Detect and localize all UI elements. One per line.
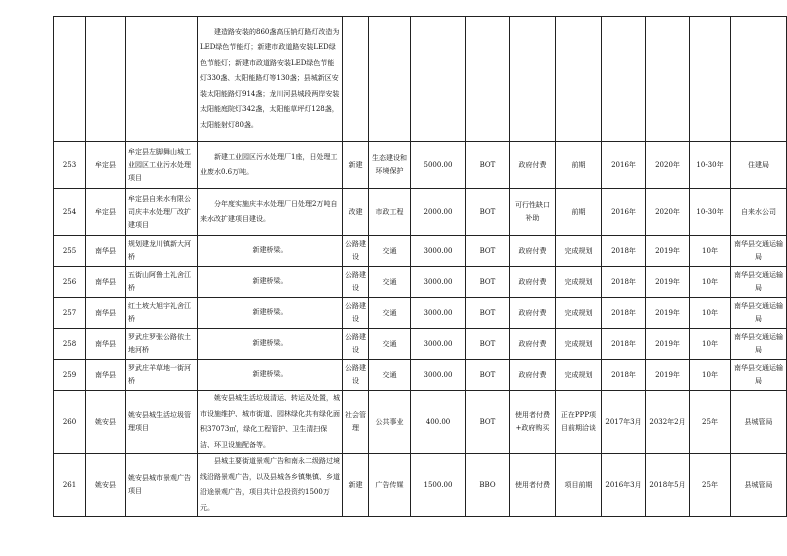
- cell-county: 姚安县: [86, 454, 126, 517]
- cell-project: [126, 17, 198, 142]
- cell-no: 255: [54, 236, 86, 267]
- cell-type: [343, 17, 369, 142]
- cell-end: 2019年: [646, 267, 690, 298]
- cell-mode: BOT: [466, 189, 510, 236]
- cell-period: 10-30年: [690, 189, 731, 236]
- cell-stage: 项目前期: [556, 454, 602, 517]
- cell-type: 公路建设: [343, 298, 369, 329]
- cell-project: 罗武庄羊草地一街河桥: [126, 360, 198, 391]
- cell-stage: 前期: [556, 189, 602, 236]
- cell-return: 政府付费: [510, 360, 556, 391]
- cell-investment: 3000.00: [411, 298, 466, 329]
- cell-investment: 1500.00: [411, 454, 466, 517]
- cell-type: 新建: [343, 142, 369, 189]
- table-row: [54, 267, 787, 298]
- cell-industry: 生态建设和环境保护: [369, 142, 411, 189]
- cell-county: 牟定县: [86, 189, 126, 236]
- cell-mode: BOT: [466, 391, 510, 454]
- cell-agency: 南华县交通运输局: [731, 329, 787, 360]
- cell-end: 2018年5月: [646, 454, 690, 517]
- cell-return: 使用者付费+政府购买: [510, 391, 556, 454]
- cell-content: 新建桥梁。: [198, 267, 343, 298]
- cell-start: 2018年: [602, 329, 646, 360]
- cell-no: 253: [54, 142, 86, 189]
- cell-start: 2018年: [602, 360, 646, 391]
- cell-mode: BOT: [466, 142, 510, 189]
- cell-investment: 3000.00: [411, 236, 466, 267]
- cell-start: [602, 17, 646, 142]
- cell-stage: 前期: [556, 142, 602, 189]
- cell-start: 2017年3月: [602, 391, 646, 454]
- cell-start: 2016年: [602, 142, 646, 189]
- cell-no: 256: [54, 267, 86, 298]
- cell-project: 红土坡大旭宇礼舍江桥: [126, 298, 198, 329]
- cell-stage: 完成规划: [556, 267, 602, 298]
- cell-agency: 南华县交通运输局: [731, 360, 787, 391]
- cell-type: 新建: [343, 454, 369, 517]
- cell-industry: 交通: [369, 267, 411, 298]
- cell-investment: [411, 17, 466, 142]
- cell-type: 公路建设: [343, 267, 369, 298]
- cell-return: [510, 17, 556, 142]
- cell-agency: 住建局: [731, 142, 787, 189]
- cell-mode: BOT: [466, 236, 510, 267]
- cell-end: 2020年: [646, 189, 690, 236]
- cell-stage: [556, 17, 602, 142]
- cell-period: 10年: [690, 298, 731, 329]
- cell-start: 2016年3月: [602, 454, 646, 517]
- cell-agency: 县城管局: [731, 391, 787, 454]
- cell-period: [690, 17, 731, 142]
- cell-content: 新建桥梁。: [198, 236, 343, 267]
- cell-type: 公路建设: [343, 236, 369, 267]
- cell-no: 254: [54, 189, 86, 236]
- cell-industry: 交通: [369, 298, 411, 329]
- cell-county: 南华县: [86, 267, 126, 298]
- table-body: [54, 17, 787, 517]
- cell-start: 2018年: [602, 236, 646, 267]
- cell-stage: 正在PPP项目前期洽谈: [556, 391, 602, 454]
- cell-industry: 交通: [369, 329, 411, 360]
- cell-end: [646, 17, 690, 142]
- cell-county: [86, 17, 126, 142]
- cell-industry: 交通: [369, 236, 411, 267]
- cell-agency: [731, 17, 787, 142]
- cell-content: 新建工业园区污水处理厂1座，日处理工业废水0.6万吨。: [198, 142, 343, 189]
- cell-county: 南华县: [86, 360, 126, 391]
- cell-mode: BOT: [466, 329, 510, 360]
- cell-mode: [466, 17, 510, 142]
- cell-county: 南华县: [86, 298, 126, 329]
- cell-period: 10年: [690, 267, 731, 298]
- cell-county: 南华县: [86, 329, 126, 360]
- cell-return: 可行性缺口补助: [510, 189, 556, 236]
- cell-end: 2019年: [646, 360, 690, 391]
- cell-stage: 完成规划: [556, 298, 602, 329]
- cell-no: 258: [54, 329, 86, 360]
- cell-content: 县城主要街道景观广告和南永二级路过境线沿路景观广告，以及县城各乡镇集镇、乡道沿途景观广告，项目共计总投资约1500万元。: [198, 454, 343, 517]
- cell-project: 牟定县左脚舞山城工业园区工业污水处理项目: [126, 142, 198, 189]
- cell-start: 2018年: [602, 298, 646, 329]
- cell-investment: 2000.00: [411, 189, 466, 236]
- table-row: [54, 391, 787, 454]
- cell-investment: 3000.00: [411, 360, 466, 391]
- cell-start: 2016年: [602, 189, 646, 236]
- cell-agency: 南华县交通运输局: [731, 267, 787, 298]
- cell-stage: 完成规划: [556, 329, 602, 360]
- cell-agency: 南华县交通运输局: [731, 298, 787, 329]
- cell-project: 姚安县城生活垃圾管理项目: [126, 391, 198, 454]
- cell-period: 25年: [690, 391, 731, 454]
- cell-industry: [369, 17, 411, 142]
- table-row: [54, 454, 787, 517]
- cell-investment: 3000.00: [411, 329, 466, 360]
- cell-county: 南华县: [86, 236, 126, 267]
- cell-project: 姚安县城市景观广告项目: [126, 454, 198, 517]
- table-row: [54, 236, 787, 267]
- cell-content: 新建桥梁。: [198, 360, 343, 391]
- cell-end: 2019年: [646, 329, 690, 360]
- cell-return: 政府付费: [510, 298, 556, 329]
- table-row: [54, 329, 787, 360]
- cell-content: 姚安县城生活垃圾清运、转运及处置，城市设施维护、城市街道、园林绿化共有绿化面积37073㎡，绿化工程管护、卫生清扫保洁、环卫设施配备等。: [198, 391, 343, 454]
- cell-no: 260: [54, 391, 86, 454]
- table-row: [54, 298, 787, 329]
- cell-stage: 完成规划: [556, 236, 602, 267]
- cell-type: 公路建设: [343, 329, 369, 360]
- cell-return: 使用者付费: [510, 454, 556, 517]
- cell-investment: 5000.00: [411, 142, 466, 189]
- cell-period: 10年: [690, 329, 731, 360]
- cell-investment: 3000.00: [411, 267, 466, 298]
- cell-period: 10年: [690, 236, 731, 267]
- project-table: [53, 16, 787, 517]
- cell-agency: 自来水公司: [731, 189, 787, 236]
- cell-mode: BBO: [466, 454, 510, 517]
- cell-period: 10-30年: [690, 142, 731, 189]
- cell-industry: 广告传媒: [369, 454, 411, 517]
- cell-county: 姚安县: [86, 391, 126, 454]
- cell-project: 牟定县自来水有限公司庆丰水处理厂改扩建项目: [126, 189, 198, 236]
- cell-no: 257: [54, 298, 86, 329]
- cell-end: 2019年: [646, 236, 690, 267]
- table-row: [54, 17, 787, 142]
- cell-return: 政府付费: [510, 329, 556, 360]
- cell-stage: 完成规划: [556, 360, 602, 391]
- cell-end: 2019年: [646, 298, 690, 329]
- cell-start: 2018年: [602, 267, 646, 298]
- table-row: [54, 360, 787, 391]
- cell-no: [54, 17, 86, 142]
- cell-end: 2032年2月: [646, 391, 690, 454]
- cell-return: 政府付费: [510, 236, 556, 267]
- cell-county: 牟定县: [86, 142, 126, 189]
- cell-content: 新建桥梁。: [198, 298, 343, 329]
- table-row: [54, 142, 787, 189]
- cell-mode: BOT: [466, 298, 510, 329]
- cell-project: 罗武庄罗张公路依土地河桥: [126, 329, 198, 360]
- cell-industry: 市政工程: [369, 189, 411, 236]
- cell-content: 分年度实施庆丰水处理厂日处理2万吨自来水改扩建项目建设。: [198, 189, 343, 236]
- cell-type: 公路建设: [343, 360, 369, 391]
- table-row: [54, 189, 787, 236]
- cell-project: 五街山阿鲁土礼舍江桥: [126, 267, 198, 298]
- cell-no: 259: [54, 360, 86, 391]
- cell-industry: 交通: [369, 360, 411, 391]
- cell-period: 25年: [690, 454, 731, 517]
- cell-mode: BOT: [466, 360, 510, 391]
- cell-type: 社会管理: [343, 391, 369, 454]
- cell-industry: 公共事业: [369, 391, 411, 454]
- cell-return: 政府付费: [510, 267, 556, 298]
- cell-return: 政府付费: [510, 142, 556, 189]
- cell-end: 2020年: [646, 142, 690, 189]
- cell-content: 建造路安装的860盏高压钠灯路灯改造为LED绿色节能灯；新建市政道路安装LED绿色节能灯；新建市政道路安装LED绿色节能灯330盏、太阳能路灯等130盏；县城新区安装太阳能路灯914盏；龙川河县城段两岸安装太阳能庭院灯342盏，太阳能草坪灯128盏，太阳能射灯80盏。: [198, 17, 343, 142]
- cell-project: 规划建龙川镇新大河桥: [126, 236, 198, 267]
- cell-agency: 南华县交通运输局: [731, 236, 787, 267]
- cell-agency: 县城管局: [731, 454, 787, 517]
- cell-type: 改建: [343, 189, 369, 236]
- cell-mode: BOT: [466, 267, 510, 298]
- cell-investment: 400.00: [411, 391, 466, 454]
- cell-no: 261: [54, 454, 86, 517]
- cell-content: 新建桥梁。: [198, 329, 343, 360]
- cell-period: 10年: [690, 360, 731, 391]
